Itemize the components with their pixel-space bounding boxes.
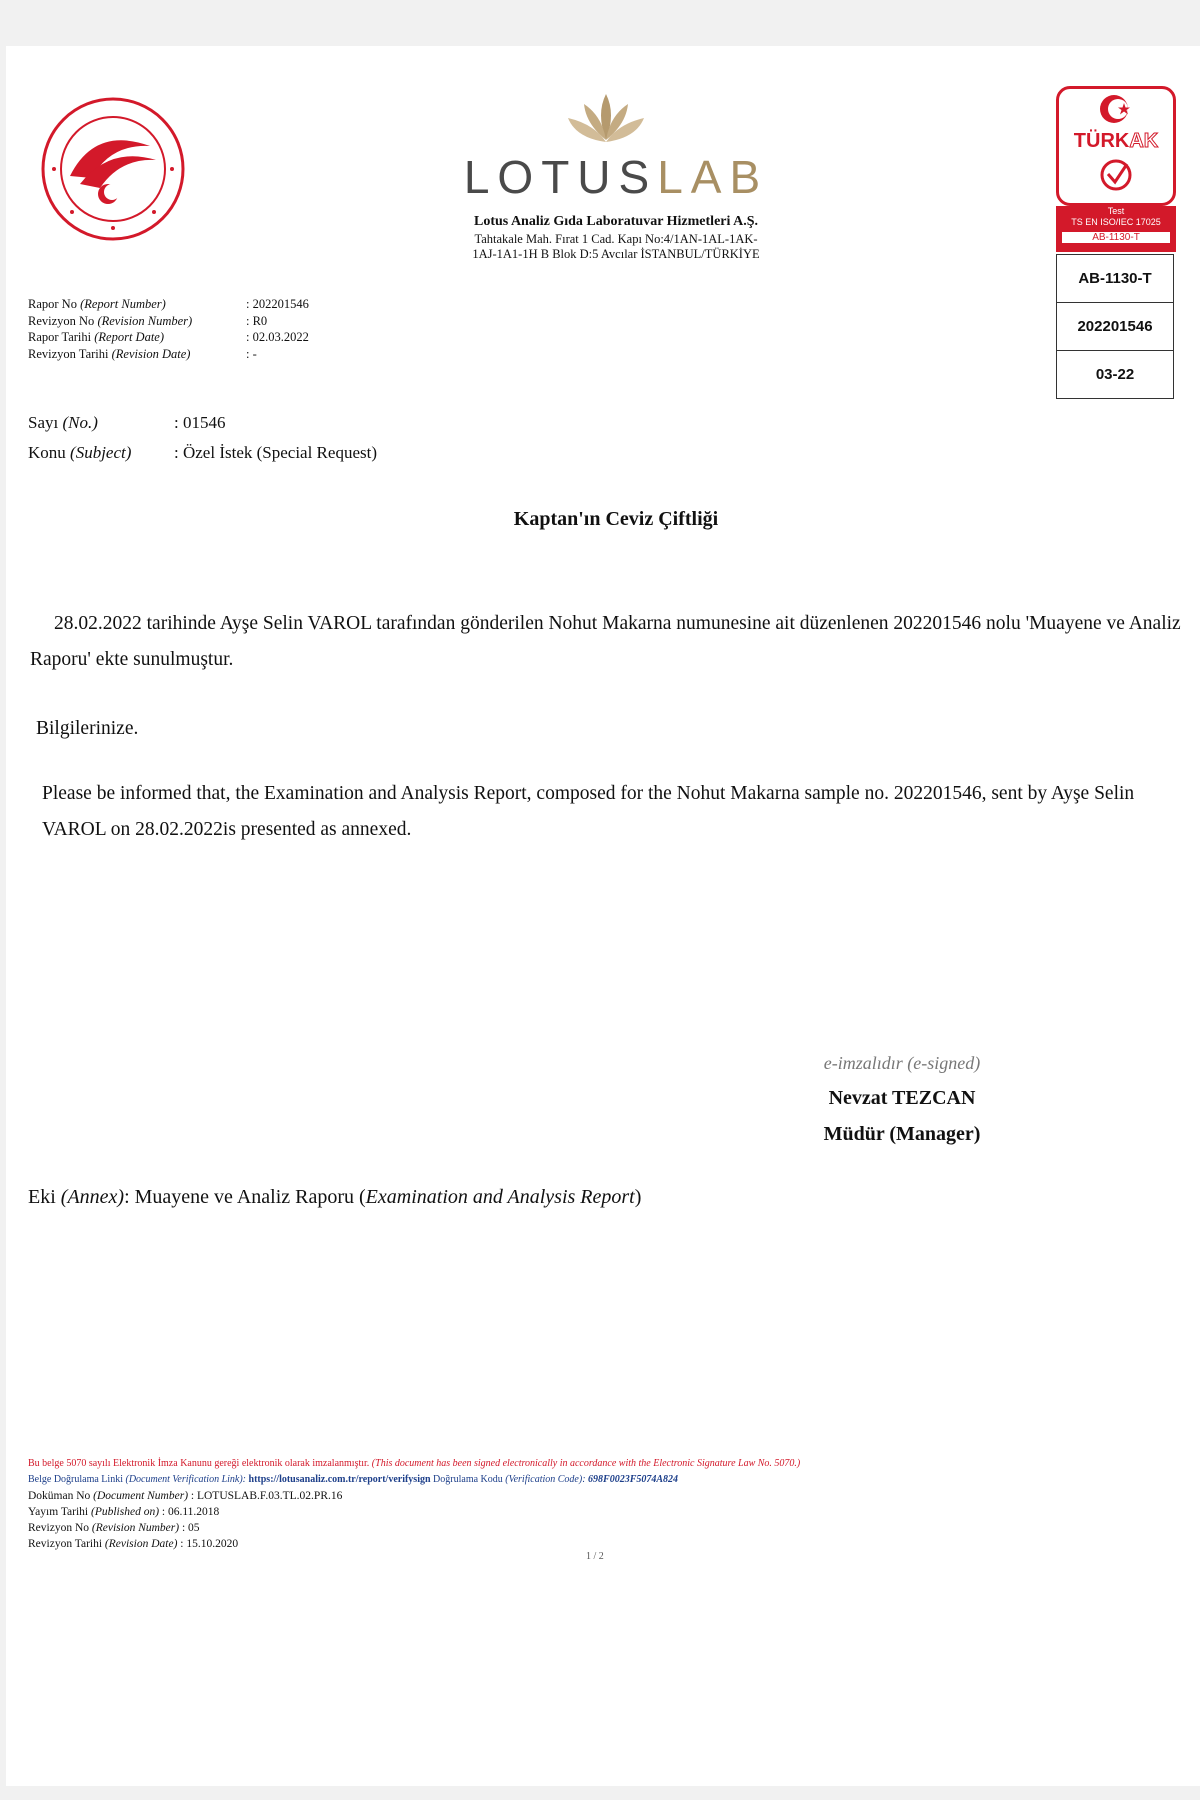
body-greeting: Bilgilerinize.: [36, 718, 139, 739]
crescent-star-icon: [1098, 92, 1134, 126]
document-page: LOTUSLAB Lotus Analiz Gıda Laboratuvar Hizmetleri A.Ş. Tahtakale Mah. Fırat 1 Cad. Kapı No:4/1AN-1AL-1AK- 1AJ-1A1-1H B Blok D:5 Avcılar İSTANBUL/TÜRKİYE TÜRKAK Test TS EN ISO/IEC 17025 AB-1130-T AB-1130-T 202201546 03-22 Rapor No (Report Number) : 202201546 Revizyon No (Revision Number) : R0 Rapor Tarihi (Report Date) : 02.03.2022 Revizyon Tarihi (Revision Date) : - Sayı (No.) : 01546 Konu (Subject) : Özel İstek (Special Request) Kaptan'ın Ceviz Çiftliği 28.02.2022 tarihinde Ayşe Selin VAROL tarafından gönderilen Nohut Makarna numunesine ait düzenlenen 202201546 nolu 'Muayene ve Analiz Raporu' ekte sunulmuştur. Bilgilerinize. Please be informed that, the Examination and Analysis Report, composed for the Nohut Makarna sample no. 202201546, sent by Ayşe Selin VAROL on 28.02.2022is presented as annexed. e-imzalıdır (e-signed) Nevzat TEZCAN Müdür (Manager) Eki (Annex): Muayene ve Analiz Raporu (Examination and Analysis Report) Bu belge 5070 sayılı Elektronik İmza Kanunu gereği elektronik olarak imzalanmıştır. (This document has been signed electronically in accordance with the Electronic Signature Law No. 5070.) Belge Doğrulama Linki (Document Verification Link): https://lotusanaliz.com.tr/report/verifysign Doğrulama Kodu (Verification Code): 698F0023F5074A824 Doküman No (Document Number) : LOTUSLAB.F.03.TL.02.PR.16 Yayım Tarihi (Published on) : 06.11.2018 Revizyon No (Revision Number) : 05 Revizyon Tarihi (Revision Date) : 15.10.2020 1 / 2: [6, 46, 1200, 1786]
verification-link[interactable]: https://lotusanaliz.com.tr/report/verifysign: [248, 1474, 431, 1485]
annex-line: Eki (Annex): Muayene ve Analiz Raporu (Examination and Analysis Report): [28, 1186, 642, 1208]
report-meta: Rapor No (Report Number) : 202201546 Revizyon No (Revision Number) : R0 Rapor Tarihi (Report Date) : 02.03.2022 Revizyon Tarihi (Revision Date) : -: [28, 297, 309, 361]
company-address: Tahtakale Mah. Fırat 1 Cad. Kapı No:4/1AN-1AL-1AK- 1AJ-1A1-1H B Blok D:5 Avcılar İSTANBUL/TÜRKİYE: [472, 232, 760, 261]
reference-block: Sayı (No.) : 01546 Konu (Subject) : Özel İstek (Special Request): [28, 413, 377, 462]
lotus-logo-icon: [566, 90, 646, 150]
date-cell: 03-22: [1095, 366, 1135, 383]
page-number: 1 / 2: [586, 1551, 604, 1562]
turkak-code-table: [1056, 254, 1174, 399]
company-name: Lotus Analiz Gıda Laboratuvar Hizmetleri A.Ş.: [473, 214, 759, 229]
signature-block: e-imzalıdır (e-signed) Nevzat TEZCAN Müdür (Manager): [823, 1053, 981, 1145]
report-no-cell: 202201546: [1057, 303, 1173, 351]
document-title: Kaptan'ın Ceviz Çiftliği: [513, 508, 719, 530]
turkak-standard-strip: Test TS EN ISO/IEC 17025 AB-1130-T: [1056, 206, 1176, 252]
check-icon: [1098, 158, 1134, 192]
document-footer: Bu belge 5070 sayılı Elektronik İmza Kanunu gereği elektronik olarak imzalanmıştır. (This document has been signed electronically in accordance with the Electronic Signature Law No. 5070.) Belge Doğrulama Linki (Document Verification Link): https://lotusanaliz.com.tr/report/verifysign Doğrulama Kodu (Verification Code): 698F0023F5074A824 Doküman No (Document Number) : LOTUSLAB.F.03.TL.02.PR.16 Yayım Tarihi (Published on) : 06.11.2018 Revizyon No (Revision Number) : 05 Revizyon Tarihi (Revision Date) : 15.10.2020: [28, 1458, 801, 1550]
brand-wordmark: LOTUSLAB: [463, 151, 769, 203]
body-paragraph-tr: 28.02.2022 tarihinde Ayşe Selin VAROL tarafından gönderilen Nohut Makarna numunesine ait düzenlenen 202201546 nolu 'Muayene ve Analiz Raporu' ekte sunulmuştur.: [30, 613, 1181, 670]
ministry-seal-icon: [40, 96, 186, 242]
accreditation-no: AB-1130-T: [1057, 255, 1173, 303]
body-paragraph-en: Please be informed that, the Examination and Analysis Report, composed for the Nohut Makarna sample no. 202201546, sent by Ayşe Selin VAROL on 28.02.2022is presented as annexed.: [42, 783, 1135, 840]
